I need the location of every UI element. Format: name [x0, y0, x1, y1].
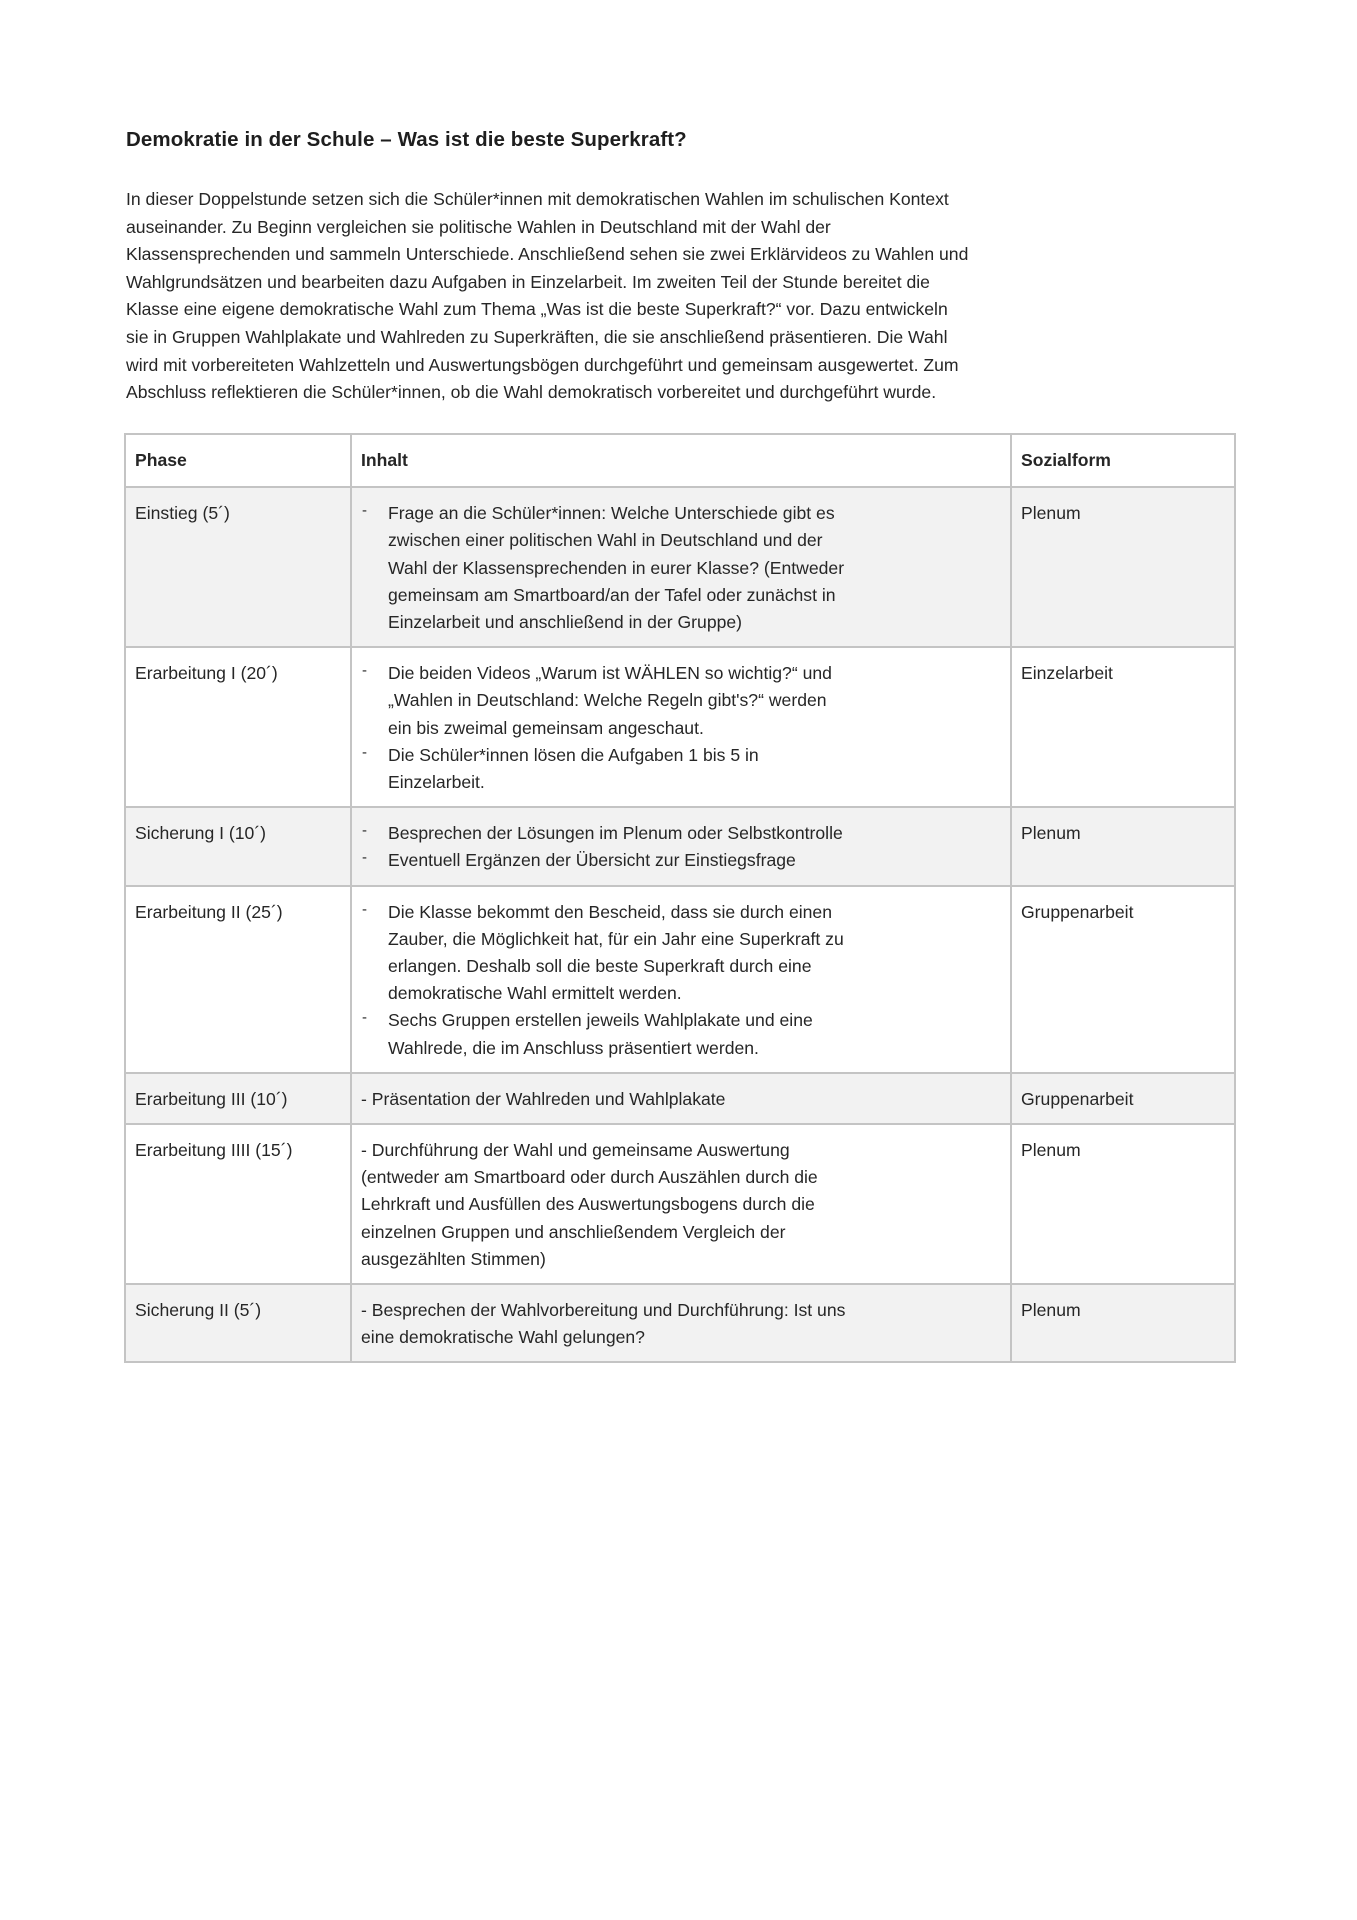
table-body [125, 487, 1235, 1362]
content-line: (entweder am Smartboard oder durch Auszählen durch die [361, 1167, 818, 1188]
document-title: Demokratie in der Schule – Was ist die beste Superkraft? [126, 128, 687, 151]
sozialform-cell: Plenum [1011, 487, 1235, 647]
table-row [125, 647, 1235, 807]
lesson-plan-table [124, 433, 1236, 1363]
content-line: Einzelarbeit und anschließend in der Gruppe) [388, 612, 743, 633]
content-line: Die Schüler*innen lösen die Aufgaben 1 bis 5 in [388, 744, 759, 765]
content-line: - Besprechen der Wahlvorbereitung und Durchführung: Ist uns [361, 1300, 846, 1321]
content-bullet-item [361, 1007, 1001, 1061]
sozialform-cell: Plenum [1011, 1284, 1235, 1362]
table-row [125, 487, 1235, 647]
content-line: eine demokratische Wahl gelungen? [361, 1327, 645, 1348]
sozialform-cell: Gruppenarbeit [1011, 1073, 1235, 1124]
table-row [125, 1124, 1235, 1284]
column-header-phase: Phase [125, 434, 351, 487]
content-line: Sechs Gruppen erstellen jeweils Wahlplakate und eine [388, 1010, 813, 1031]
phase-cell: Erarbeitung II (25´) [125, 886, 351, 1073]
sozialform-cell: Einzelarbeit [1011, 647, 1235, 807]
content-line: gemeinsam am Smartboard/an der Tafel oder zunächst in [388, 584, 836, 605]
content-line: erlangen. Deshalb soll die beste Superkraft durch eine [388, 956, 812, 977]
content-bullet-item [361, 899, 1001, 1008]
content-cell [351, 886, 1011, 1073]
intro-line: Klasse eine eigene demokratische Wahl zum Thema „Was ist die beste Superkraft?“ vor. Dazu entwickeln [126, 299, 948, 320]
bullet-dash-icon: - [362, 900, 367, 918]
content-line: Lehrkraft und Ausfüllen des Auswertungsbogens durch die [361, 1194, 815, 1215]
content-line: Die beiden Videos „Warum ist WÄHLEN so wichtig?“ und [388, 663, 832, 684]
sozialform-cell: Gruppenarbeit [1011, 886, 1235, 1073]
bullet-dash-icon: - [362, 502, 367, 520]
content-line: - Durchführung der Wahl und gemeinsame Auswertung [361, 1140, 790, 1161]
column-header-sozialform: Sozialform [1011, 434, 1235, 487]
content-bullet-item [361, 820, 1001, 847]
content-cell [351, 807, 1011, 885]
content-bullet-item [361, 847, 1001, 874]
intro-line: Klassensprechenden und sammeln Unterschiede. Anschließend sehen sie zwei Erklärvideos zu Wahlen und [126, 244, 969, 265]
content-line: Wahlrede, die im Anschluss präsentiert werden. [388, 1037, 759, 1058]
phase-cell: Erarbeitung I (20´) [125, 647, 351, 807]
intro-line: Abschluss reflektieren die Schüler*innen, ob die Wahl demokratisch vorbereitet und durchgeführt wurde. [126, 382, 937, 403]
content-bullet-item [361, 660, 1001, 742]
content-line: zwischen einer politischen Wahl in Deutschland und der [388, 530, 823, 551]
content-line: ausgezählten Stimmen) [361, 1248, 546, 1269]
table-row [125, 807, 1235, 885]
content-bullet-list [361, 660, 1001, 796]
phase-cell: Sicherung II (5´) [125, 1284, 351, 1362]
table-header-row [125, 434, 1235, 487]
bullet-dash-icon: - [362, 662, 367, 680]
content-cell [351, 1284, 1011, 1362]
bullet-dash-icon: - [362, 849, 367, 867]
content-line: „Wahlen in Deutschland: Welche Regeln gibt's?“ werden [388, 690, 827, 711]
content-bullet-list [361, 820, 1001, 874]
column-header-inhalt: Inhalt [351, 434, 1011, 487]
table-row [125, 886, 1235, 1073]
content-cell [351, 1124, 1011, 1284]
table-row [125, 1284, 1235, 1362]
intro-paragraph [126, 186, 1246, 407]
content-line: demokratische Wahl ermittelt werden. [388, 983, 682, 1004]
sozialform-cell: Plenum [1011, 1124, 1235, 1284]
intro-line: auseinander. Zu Beginn vergleichen sie politische Wahlen in Deutschland mit der Wahl der [126, 216, 831, 237]
content-line: ein bis zweimal gemeinsam angeschaut. [388, 717, 704, 738]
intro-line: In dieser Doppelstunde setzen sich die Schüler*innen mit demokratischen Wahlen im schulischen Kontext [126, 189, 949, 209]
intro-line: sie in Gruppen Wahlplakate und Wahlreden zu Superkräften, die sie anschließend präsentieren. Die Wahl [126, 326, 948, 347]
content-cell [351, 487, 1011, 647]
content-line: Eventuell Ergänzen der Übersicht zur Einstiegsfrage [388, 850, 796, 871]
content-bullet-item [361, 742, 1001, 796]
content-line: Wahl der Klassensprechenden in eurer Klasse? (Entweder [388, 557, 845, 578]
content-cell [351, 647, 1011, 807]
content-bullet-list [361, 899, 1001, 1062]
bullet-dash-icon: - [362, 822, 367, 840]
phase-cell: Sicherung I (10´) [125, 807, 351, 885]
sozialform-cell: Plenum [1011, 807, 1235, 885]
bullet-dash-icon: - [362, 743, 367, 761]
content-line: Einzelarbeit. [388, 772, 485, 793]
content-line: Frage an die Schüler*innen: Welche Unterschiede gibt es [388, 503, 835, 524]
intro-line: Wahlgrundsätzen und bearbeiten dazu Aufgaben in Einzelarbeit. Im zweiten Teil der Stunde bereitet die [126, 271, 930, 292]
phase-cell: Einstieg (5´) [125, 487, 351, 647]
intro-line: wird mit vorbereiteten Wahlzetteln und Auswertungsbögen durchgeführt und gemeinsam ausgewertet. Zum [126, 354, 959, 375]
table-row [125, 1073, 1235, 1124]
bullet-dash-icon: - [362, 1009, 367, 1027]
phase-cell: Erarbeitung III (10´) [125, 1073, 351, 1124]
content-line: - Präsentation der Wahlreden und Wahlplakate [361, 1088, 726, 1109]
content-line: Zauber, die Möglichkeit hat, für ein Jahr eine Superkraft zu [388, 928, 844, 949]
content-line: einzelnen Gruppen und anschließendem Vergleich der [361, 1221, 786, 1242]
content-bullet-list [361, 500, 1001, 636]
content-line: Besprechen der Lösungen im Plenum oder Selbstkontrolle [388, 823, 843, 844]
content-cell [351, 1073, 1011, 1124]
content-line: Die Klasse bekommt den Bescheid, dass sie durch einen [388, 901, 832, 922]
phase-cell: Erarbeitung IIII (15´) [125, 1124, 351, 1284]
content-bullet-item [361, 500, 1001, 636]
